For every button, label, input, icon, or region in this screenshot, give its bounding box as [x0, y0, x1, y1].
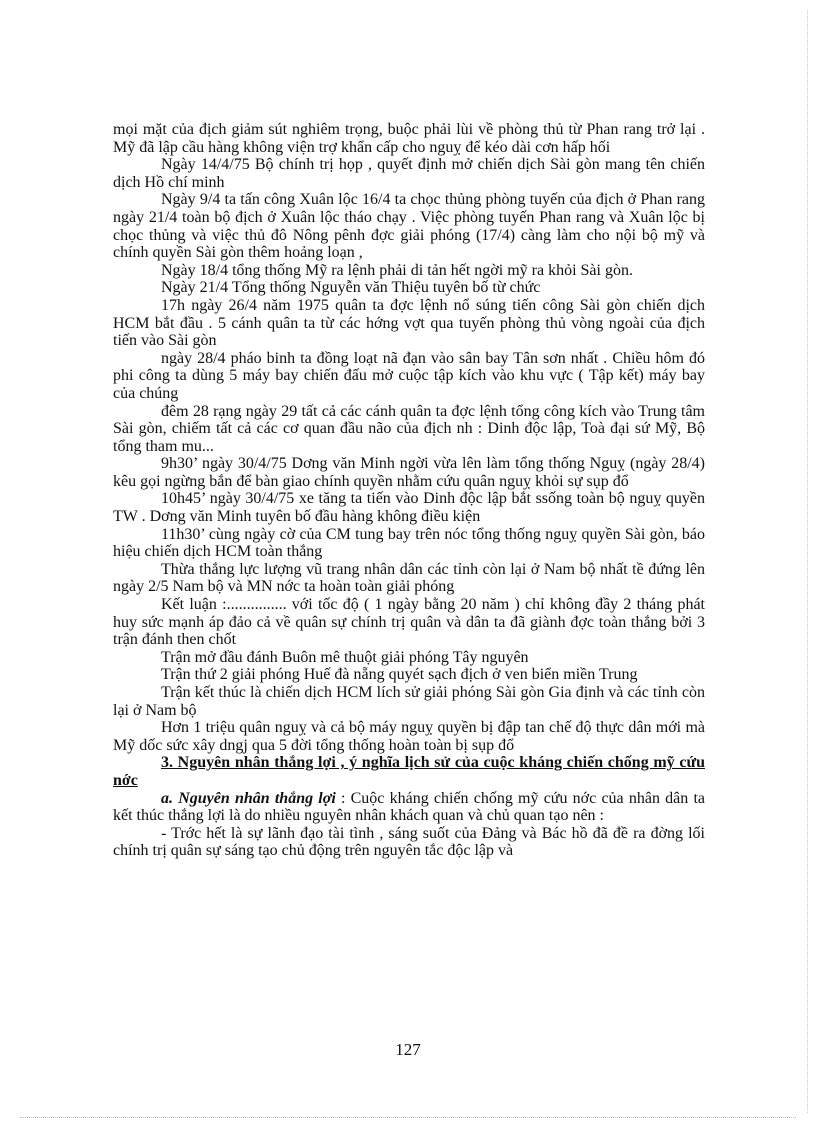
paragraph: 9h30’ ngày 30/4/75 Dơng văn Minh ngời vừa lên làm tổng thống Nguỵ (ngày 28/4) kêu gọi ngừng bắn để bàn giao chính quyền nhằm cứu quân nguỵ khỏi sự sụp đổ — [113, 455, 705, 490]
paragraph: Thừa thắng lực lượng vũ trang nhân dân các tỉnh còn lại ở Nam bộ nhất tề đứng lên ngày 2/5 Nam bộ và MN nớc ta hoàn toàn giải phóng — [113, 560, 705, 596]
section-heading: 3. Nguyên nhân thắng lợi , ý nghĩa lịch sử của cuộc kháng chiến chống mỹ cứu nớc — [113, 754, 705, 789]
paragraph: Ngày 18/4 tổng thống Mỹ ra lệnh phải di tản hết ngời mỹ ra khỏi Sài gòn. — [161, 261, 633, 279]
paragraph: đêm 28 rạng ngày 29 tất cả các cánh quân ta đợc lệnh tổng công kích vào Trung tâm Sài gòn, chiếm tất cả các cơ quan đầu não của địch nh : Dinh độc lập, Toà đại sứ Mỹ, Bộ tổng tham mu... — [113, 402, 705, 455]
subsection-text: : Cuộc kháng chiến chống mỹ cứu nớc của nhân dân ta kết thúc thắng lợi là do nhiều nguyên nhân khách quan và chủ quan tạo nên : — [113, 789, 705, 825]
page-right-border — [807, 10, 808, 1113]
paragraph: Kết luận :............... với tốc độ ( 1 ngày bằng 20 năm ) chỉ không đầy 2 tháng phát huy sức mạnh áp đảo cả về quân sự chính trị quân và dân ta đã giành đợc toàn thắng bởi 3 trận đánh then chốt — [113, 596, 705, 649]
paragraph: Ngày 9/4 ta tấn công Xuân lộc 16/4 ta chọc thủng phòng tuyến của địch ở Phan rang ngày 21/4 toàn bộ địch ở Xuân lộc tháo chạy . Việc phòng tuyến Phan rang và Xuân lộc bị chọc thủng và việc thủ đô Nông pênh đợc giải phóng (17/4) càng làm cho nội bộ mỹ và chính quyền Sài gòn thêm hoảng loạn , — [113, 191, 705, 262]
paragraph: Trận mở đầu đánh Buôn mê thuột giải phóng Tây nguyên — [161, 648, 529, 666]
paragraph: 11h30’ cùng ngày cờ của CM tung bay trên nóc tổng thống nguỵ quyền Sài gòn, báo hiệu chiến dịch HCM toàn thắng — [113, 525, 705, 561]
paragraph: ngày 28/4 pháo binh ta đồng loạt nã đạn vào sân bay Tân sơn nhất . Chiều hôm đó phi công ta dùng 5 máy bay chiến đấu mở cuộc tập kích vào khu vực ( Tập kết) máy bay của chúng — [113, 349, 705, 402]
paragraph: Ngày 14/4/75 Bộ chính trị họp , quyết định mở chiến dịch Sài gòn mang tên chiến dịch Hồ chí minh — [113, 156, 705, 191]
subsection-title: a. Nguyên nhân thắng lợi — [161, 789, 336, 807]
paragraph: Trận thứ 2 giải phóng Huế đà nẵng quyét sạch địch ở ven biển miền Trung — [161, 666, 638, 684]
paragraph: Ngày 21/4 Tổng thống Nguyễn văn Thiệu tuyên bố từ chức — [161, 279, 541, 297]
page-number: 127 — [395, 1040, 421, 1059]
page-bottom-border — [20, 1117, 796, 1118]
paragraph: - Trớc hết là sự lãnh đạo tài tình , sáng suốt của Đảng và Bác hồ đã đề ra đờng lối chính trị quân sự sáng tạo chủ động trên nguyên tắc độc lập và — [113, 824, 705, 860]
paragraph: 17h ngày 26/4 năm 1975 quân ta đợc lệnh nổ súng tiến công Sài gòn chiến dịch HCM bắt đầu . 5 cánh quân ta từ các hớng vợt qua tuyến phòng thủ vòng ngoài của địch tiến vào Sài gòn — [113, 296, 705, 350]
paragraph: Trận kết thúc là chiến dịch HCM lích sử giải phóng Sài gòn Gia định và các tỉnh còn lại ở Nam bộ — [113, 684, 705, 719]
document-body — [113, 121, 705, 860]
paragraph: 10h45’ ngày 30/4/75 xe tăng ta tiến vào Dinh độc lập bắt ssống toàn bộ nguỵ quyền TW . Dơng văn Minh tuyên bố đầu hàng không điều kiện — [113, 490, 705, 526]
subsection-paragraph — [113, 790, 705, 825]
paragraph: mọi mặt của địch giảm sút nghiêm trọng, buộc phải lùi về phòng thủ từ Phan rang trở lại . Mỹ đã lập cầu hàng không viện trợ khẩn cấp cho nguỵ để kéo dài cơn hấp hối — [113, 121, 705, 156]
paragraph: Hơn 1 triệu quân nguỵ và cả bộ máy nguỵ quyền bị đập tan chế độ thực dân mới mà Mỹ dốc sức xây dngj qua 5 đời tổng thống hoàn toàn bị sụp đổ — [113, 719, 705, 754]
